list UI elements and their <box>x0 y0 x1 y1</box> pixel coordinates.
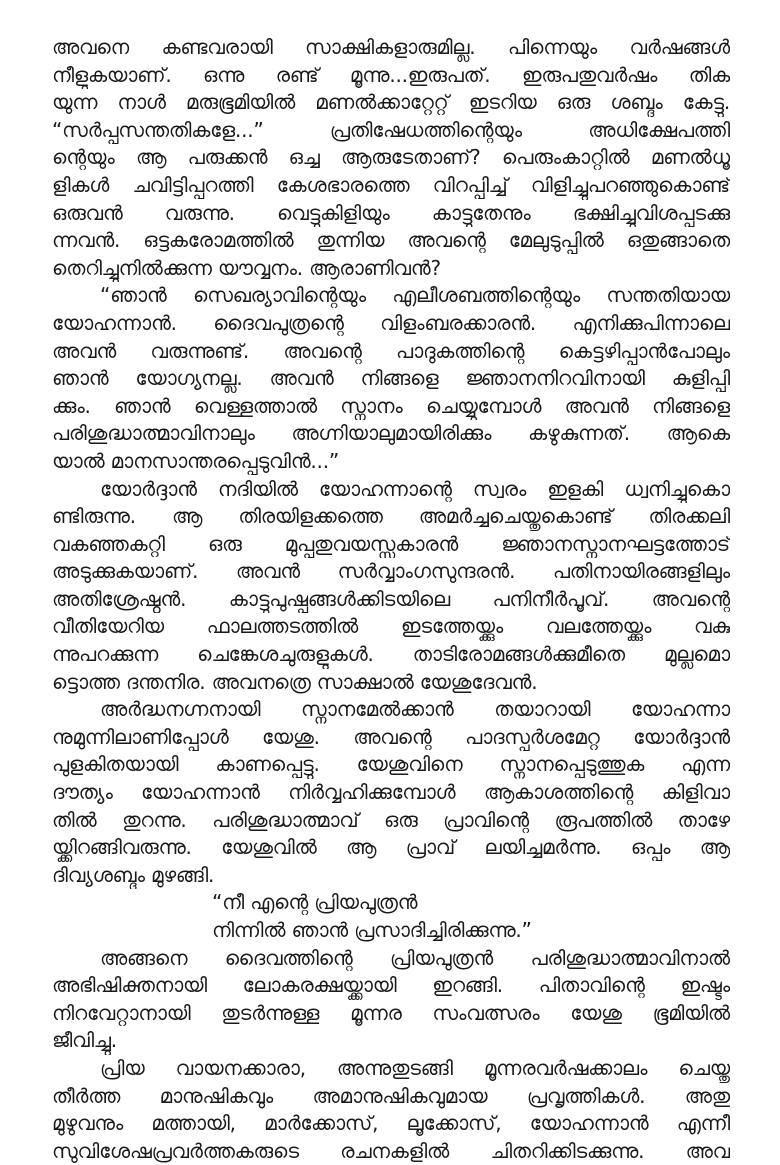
text-line: തീർത്ത മാനുഷികവും അമാനുഷികവുമായ പ്രവൃത്തികൾ. അതു <box>52 1083 730 1108</box>
text-line: അതിശ്രേഷ്ഠൻ. കാട്ടുപുഷ്പങ്ങൾക്കിടയിലെ പനിനീർപൂവ്. അവന്റെ <box>52 586 730 611</box>
text-line: അർദ്ധനഗ്നനായി സ്നാനമേൽക്കാൻ തയാറായി യോഹന്നാ <box>100 697 730 722</box>
text-line: പ്രിയ വായനക്കാരാ, അന്നുതുടങ്ങി മൂന്നരവർഷക്കാലം ചെയ്തു <box>100 1055 730 1080</box>
text-line: നീളുകയാണ്. ഒന്നു രണ്ട് മൂന്നു...ഇരുപത്. ഇരുപതുവർഷം തിക <box>52 62 730 87</box>
text-line: “ഞാൻ സെഖര്യാവിന്റെയും എലീശബത്തിന്റെയും സന്തതിയായ <box>100 283 730 308</box>
text-line: അടുക്കുകയാണ്. അവൻ സർവ്വാംഗസുന്ദരൻ. പതിനായിരങ്ങളിലും <box>52 559 730 584</box>
text-line: തെറിച്ചുനിൽക്കുന്ന യൗവ്വനം. ആരാണിവൻ? <box>52 255 441 280</box>
text-line: “നീ എന്റെ പ്രിയപുത്രൻ <box>212 890 418 915</box>
text-line: അഭിഷിക്തനായി ലോകരക്ഷയ്ക്കായി ഇറങ്ങി. പിതാവിന്റെ ഇഷ്ടം <box>52 973 730 998</box>
text-line: സുവിശേഷപ്രവർത്തകരുടെ രചനകളിൽ ചിതറിക്കിടക്കുന്നു. അവ <box>52 1138 730 1163</box>
text-line: പുളകിതയായി കാണപ്പെട്ടു. യേശുവിനെ സ്നാനപ്പെടുത്തുക എന്ന <box>52 752 730 777</box>
text-line: “സർപ്പസന്തതികളേ...” പ്രതിഷേധത്തിന്റെയും അധിക്ഷേപത്തി <box>52 117 730 142</box>
text-line: നിറവേറ്റാനായി തുടർന്നുള്ള മൂന്നര സംവത്സരം യേശു ഭൂമിയിൽ <box>52 1000 730 1025</box>
text-line: ണ്ടിരുന്നു. ആ തിരയിളക്കത്തെ അമർച്ചചെയ്തുകൊണ്ട് തിരക്കലി <box>52 504 730 529</box>
text-line: യാൽ മാനസാന്തരപ്പെടുവിൻ...” <box>52 448 340 473</box>
text-line: നുമുന്നിലാണിപ്പോൾ യേശു. അവന്റെ പാദസ്പർശമേറ്റ യോർദ്ദാൻ <box>52 724 730 749</box>
text-line: വീതിയേറിയ ഫാലത്തടത്തിൽ ഇടത്തേയ്ക്കും വലത്തേയ്ക്കും വകു <box>52 614 730 639</box>
text-line: ദൗത്യം യോഹന്നാൻ നിർവ്വഹിക്കുമ്പോൾ ആകാശത്തിന്റെ കിളിവാ <box>52 780 730 805</box>
text-line: അവനെ കണ്ടവരായി സാക്ഷികളാരുമില്ല. പിന്നെയും വർഷങ്ങൾ <box>52 35 730 59</box>
text-line: ജീവിച്ചു. <box>52 1028 117 1053</box>
document-page <box>52 34 730 1165</box>
text-line: തിൽ തുറന്നു. പരിശുദ്ധാത്മാവ് ഒരു പ്രാവിന്റെ രൂപത്തിൽ താഴേ <box>52 807 730 832</box>
text-line: ളികൾ ചവിട്ടിപ്പറത്തി കേശഭാരത്തെ വിറപ്പിച്ച് വിളിച്ചുപറഞ്ഞുകൊണ്ട് <box>52 172 730 197</box>
text-line: അങ്ങനെ ദൈവത്തിന്റെ പ്രിയപുത്രൻ പരിശുദ്ധാത്മാവിനാൽ <box>100 945 730 970</box>
text-line: ട്ടൊത്ത ദന്തനിര. അവനത്രെ സാക്ഷാൽ യേശുദേവൻ. <box>52 669 538 694</box>
text-line: ദിവ്യശബ്ദം മുഴങ്ങി. <box>52 862 215 887</box>
text-line: യ്ക്കിറങ്ങിവരുന്നു. യേശുവിൽ ആ പ്രാവ് ലയിച്ചമർന്നു. ഒപ്പം ആ <box>52 835 730 860</box>
text-line: വകഞ്ഞകറ്റി ഒരു മുപ്പതുവയസ്സുകാരൻ ജ്ഞാനസ്നാനഘട്ടത്തോട് <box>52 531 730 556</box>
text-line: അവൻ വരുന്നുണ്ട്. അവന്റെ പാദുകത്തിന്റെ കെട്ടഴിപ്പാൻപോലും <box>52 338 730 363</box>
text-line: യോർദ്ദാൻ നദിയിൽ യോഹന്നാന്റെ സ്വരം ഇളകി ധ്വനിച്ചുകൊ <box>100 476 730 501</box>
text-line: ഒരുവൻ വരുന്നു. വെട്ടുകിളിയും കാട്ടുതേനും ഭക്ഷിച്ചുവിശപ്പടക്കു <box>52 200 730 225</box>
text-line: ന്റെയും ആ പരുക്കൻ ഒച്ച ആരുടേതാണ്? പെരുംകാറ്റിൽ മണൽധൂ <box>52 145 730 170</box>
text-line: ക്കും. ഞാൻ വെള്ളത്താൽ സ്നാനം ചെയ്യുമ്പോൾ അവൻ നിങ്ങളെ <box>52 393 730 418</box>
text-line: പരിശുദ്ധാത്മാവിനാലും അഗ്നിയാലുമായിരിക്കും കഴുകുന്നത്. ആകെ <box>52 421 730 446</box>
text-line: ഞാൻ യോഗ്യനല്ല. അവൻ നിങ്ങളെ ജ്ഞാനനിറവിനായി കുളിപ്പി <box>52 366 730 391</box>
text-line: യുന്ന നാൾ മരുഭൂമിയിൽ മണൽക്കാറ്റേറ്റ് ഇടറിയ ഒരു ശബ്ദം കേട്ടു. <box>52 90 730 115</box>
text-line: യോഹന്നാൻ. ദൈവപുത്രന്റെ വിളംബരക്കാരൻ. എനിക്കുപിന്നാലെ <box>52 310 730 335</box>
text-line: നിന്നിൽ ഞാൻ പ്രസാദിച്ചിരിക്കുന്നു.” <box>212 918 532 942</box>
text-line: ന്നവൻ. ഒട്ടകരോമത്തിൽ തുന്നിയ അവന്റെ മേലുടുപ്പിൽ ഒതുങ്ങാതെ <box>52 228 730 253</box>
text-line: ന്നുപറക്കുന്ന ചെങ്കേശചുരുളുകൾ. താടിരോമങ്ങൾക്കുമീതെ മുല്ലമൊ <box>52 642 730 667</box>
text-line: മുഴുവനും മത്തായി, മാർക്കോസ്, ലൂക്കോസ്, യോഹന്നാൻ എന്നീ <box>52 1111 730 1136</box>
